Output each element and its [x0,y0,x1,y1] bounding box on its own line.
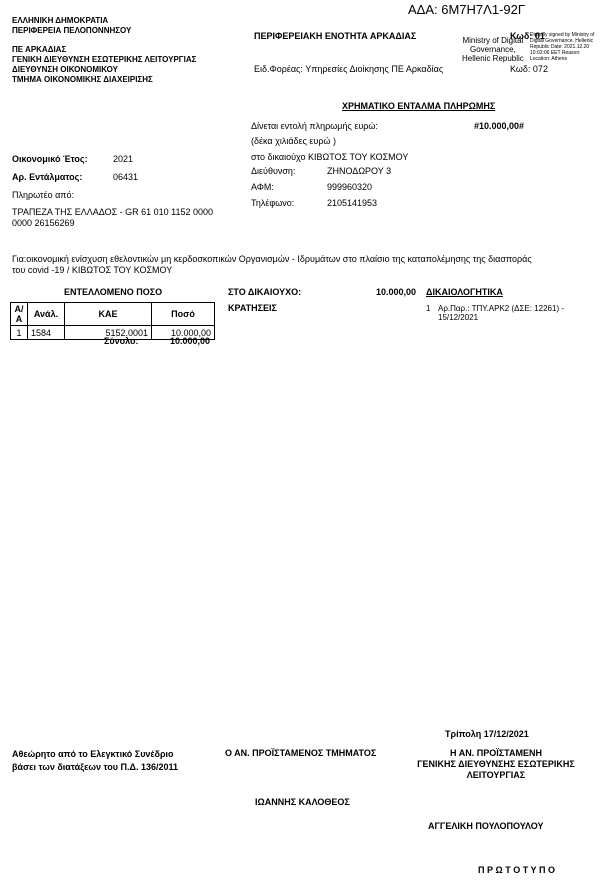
fiscal-year-label: Οικονομικό Έτος: [12,154,88,164]
amount-words: (δέκα χιλιάδες ευρώ ) [251,136,336,146]
doc-item [438,304,564,322]
order-intro: Δίνεται εντολή πληρωμής ευρώ: [251,121,378,131]
purpose-line: του covid -19 / ΚΙΒΩΤΟΣ ΤΟΥ ΚΟΣΜΟΥ [12,265,173,275]
table-cell: 1584 [28,326,65,340]
audit-line: βάσει των διατάξεων του Π.Δ. 136/2011 [12,762,179,772]
phone-value: 2105141953 [327,198,378,208]
dept-line: ΠΕ ΑΡΚΑΔΙΑΣ [12,45,67,54]
doc-item-line: Αρ.Παρ.: ΤΠΥ.ΑΡΚ2 (ΔΣΕ: 12261) - [438,304,564,313]
beneficiary-total-value: 10.000,00 [376,287,417,297]
general-director-name: ΑΓΓΕΛΙΚΗ ΠΟΥΛΟΠΟΥΛΟΥ [428,821,544,831]
phone-label: Τηλέφωνο: [251,198,295,208]
state-header [12,16,131,36]
purpose [12,254,532,276]
address-value: ΖΗΝΟΔΩΡΟΥ 3 [327,166,392,176]
table-cell: 10.000,00 [152,326,215,340]
order-number-value: 06431 [113,172,139,182]
payable-account [12,207,213,229]
payable-line: 0000 26156269 [12,218,75,228]
beneficiary: στο δικαιούχο ΚΙΒΩΤΟΣ ΤΟΥ ΚΟΣΜΟΥ [251,152,409,162]
afm-label: ΑΦΜ: [251,182,274,192]
ministry-line: Ministry of Digital [462,36,524,45]
supporting-docs-title: ΔΙΚΑΙΟΛΟΓΗΤΙΚΑ [426,287,503,297]
region-line: ΠΕΡΙΦΕΡΕΙΑ ΠΕΛΟΠΟΝΝΗΣΟΥ [12,26,132,35]
general-line: ΛΕΙΤΟΥΡΓΙΑΣ [466,770,526,780]
general-line: ΓΕΝΙΚΗΣ ΔΙΕΥΘΥΝΣΗΣ ΕΣΩΤΕΡΙΚΗΣ [417,759,575,769]
total-value: 10.000,00 [170,336,211,346]
general-line: Η ΑΝ. ΠΡΟΪΣΤΑΜΕΝΗ [450,748,542,758]
dept-line: ΓΕΝΙΚΗ ΔΙΕΥΘΥΝΣΗ ΕΣΩΤΕΡΙΚΗΣ ΛΕΙΤΟΥΡΓΙΑΣ [12,55,197,64]
column-header: Ανάλ. [28,303,65,326]
place-date: Τρίπολη 17/12/2021 [445,729,529,739]
doc-item-line: 15/12/2021 [438,313,479,322]
ordered-amount-title: ΕΝΤΕΛΛΟΜΕΝΟ ΠΟΣΟ [64,287,163,297]
department-header [12,45,196,85]
region-unit: ΠΕΡΙΦΕΡΕΙΑΚΗ ΕΝΟΤΗΤΑ ΑΡΚΑΔΙΑΣ [254,31,417,41]
head-of-department-title: Ο ΑΝ. ΠΡΟΪΣΤΑΜΕΝΟΣ ΤΜΗΜΑΤΟΣ [225,748,377,758]
audit-note [12,748,178,774]
table-header-row [11,303,215,326]
special-body: Ειδ.Φορέας: Υπηρεσίες Διοίκησης ΠΕ Αρκαδίας [254,64,444,74]
general-director-title [396,748,596,781]
table-cell: 1 [11,326,28,340]
order-amount: #10.000,00# [474,121,525,131]
head-of-department-name: ΙΩΑΝΝΗΣ ΚΑΛΟΘΕΟΣ [255,797,350,807]
ordered-amount-table [10,302,215,340]
dept-line: ΔΙΕΥΘΥΝΣΗ ΟΙΚΟΝΟΜΙΚΟΥ [12,65,118,74]
audit-line: Αθεώρητο από το Ελεγκτικό Συνέδριο [12,749,174,759]
order-title: ΧΡΗΜΑΤΙΚΟ ΕΝΤΑΛΜΑ ΠΛΗΡΩΜΗΣ [342,101,496,111]
table-cell: 5152.0001 [65,326,152,340]
beneficiary-total-label: ΣΤΟ ΔΙΚΑΙΟΥΧΟ: [228,287,302,297]
column-header: Α/Α [11,303,28,326]
dept-line: ΤΜΗΜΑ ΟΙΚΟΝΟΜΙΚΗΣ ΔΙΑΧΕΙΡΙΣΗΣ [12,75,153,84]
state-line: ΕΛΛΗΝΙΚΗ ΔΗΜΟΚΡΑΤΙΑ [12,16,109,25]
total-label: Σύνολο: [104,336,139,346]
original-stamp: Π Ρ Ω Τ Ο Τ Υ Π Ο [478,865,556,875]
ministry-block [462,36,524,63]
code-1: Κωδ: 01 [510,31,545,41]
fiscal-year-value: 2021 [113,154,134,164]
column-header: ΚΑΕ [65,303,152,326]
doc-item-number: 1 [426,304,431,313]
digital-signature: Digitally signed by Ministry of Digital Governance, Hellenic Republic Date: 2021.12.20 10:02:06 EET Reason: Location: Athens [530,32,595,62]
ministry-line: Hellenic Republic [462,54,524,63]
address-label: Διεύθυνση: [251,166,296,176]
code-2: Κωδ: 072 [510,64,548,74]
afm-value: 999960320 [327,182,373,192]
payable-line: ΤΡΑΠΕΖΑ ΤΗΣ ΕΛΛΑΔΟΣ - GR 61 010 1152 0000 [12,207,214,217]
order-number-label: Αρ. Εντάλματος: [12,172,83,182]
column-header: Ποσό [152,303,215,326]
purpose-line: Για:οικονομική ενίσχυση εθελοντικών μη κερδοσκοπικών Οργανισμών - Ιδρυμάτων στο πλαίσιο της καταπολέμησης της διασποράς [12,254,532,264]
deductions-label: ΚΡΑΤΗΣΕΙΣ [228,303,277,313]
ministry-line: Governance, [470,45,516,54]
ada-number: ΑΔΑ: 6Μ7Η7Λ1-92Γ [408,2,526,17]
payable-label: Πληρωτέο από: [12,190,75,200]
